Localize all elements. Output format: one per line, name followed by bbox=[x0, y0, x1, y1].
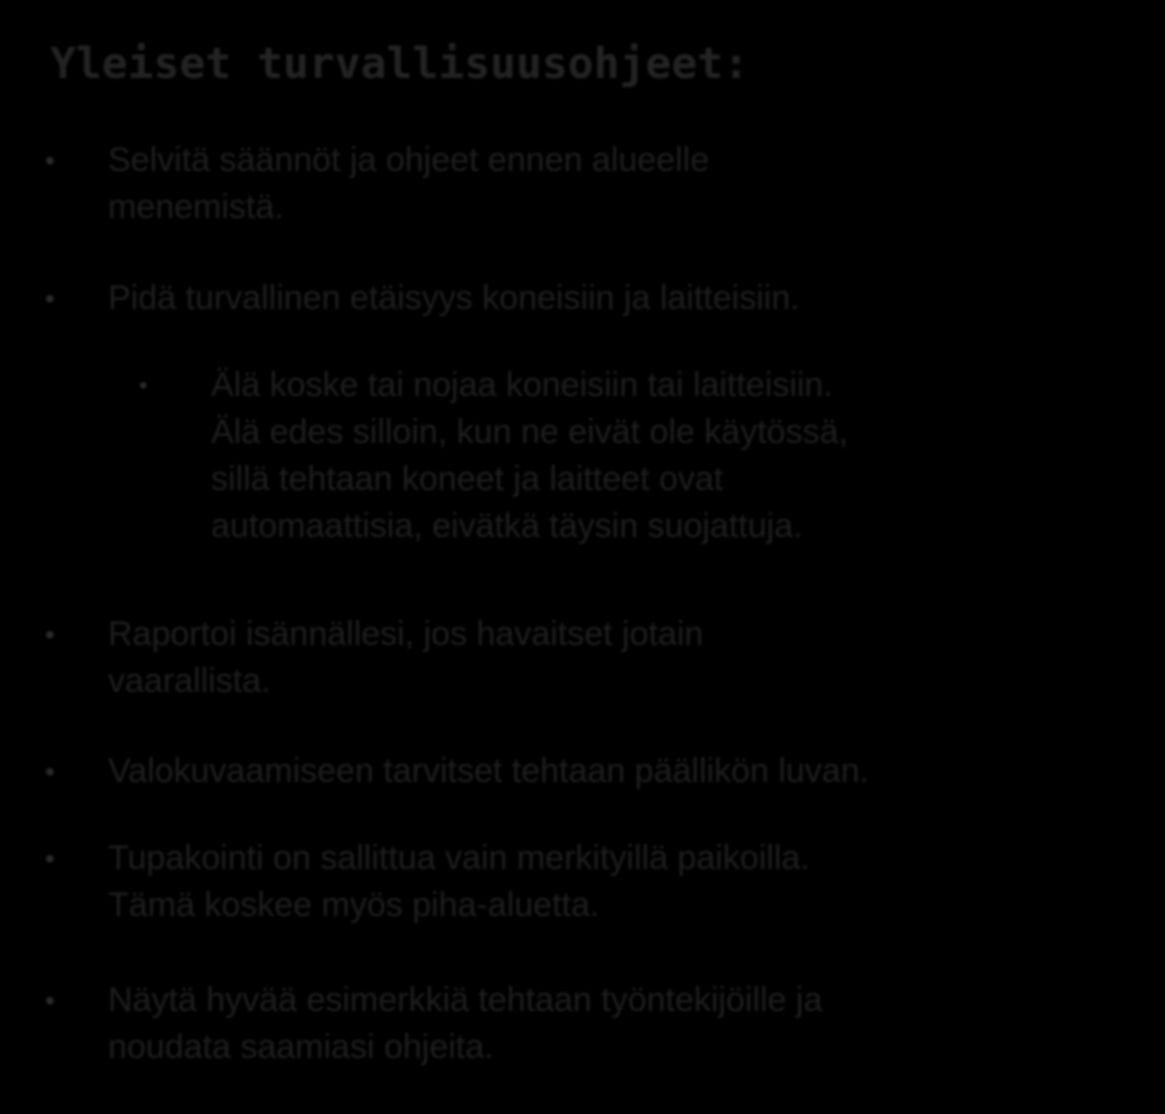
bullet-icon: • bbox=[45, 756, 55, 787]
list-item-line: Raportoi isännällesi, jos havaitset jotain bbox=[108, 615, 704, 653]
list-item-line: Älä koske tai nojaa koneisiin tai laitteisiin. bbox=[211, 366, 833, 404]
list-item bbox=[45, 611, 704, 705]
list-item bbox=[45, 977, 823, 1071]
sub-list-item bbox=[139, 362, 848, 550]
list-item-line: sillä tehtaan koneet ja laitteet ovat bbox=[211, 460, 724, 498]
list-item-line: Valokuvaamiseen tarvitset tehtaan päällikön luvan. bbox=[108, 752, 870, 790]
list-item bbox=[45, 275, 800, 322]
list-item-line: noudata saamiasi ohjeita. bbox=[108, 1028, 494, 1066]
bullet-icon: • bbox=[45, 619, 55, 650]
list-item-line: Älä edes silloin, kun ne eivät ole käytössä, bbox=[211, 413, 848, 451]
bullet-icon: • bbox=[139, 372, 148, 399]
list-item bbox=[45, 137, 710, 231]
list-item-line: Tämä koskee myös piha-aluetta. bbox=[108, 886, 600, 924]
list-item bbox=[45, 835, 810, 929]
bullet-icon: • bbox=[45, 843, 55, 874]
bullet-icon: • bbox=[45, 985, 55, 1016]
list-item-line: vaarallista. bbox=[108, 662, 271, 700]
list-item bbox=[45, 748, 870, 795]
slide-title: Yleiset turvallisuusohjeet: bbox=[50, 39, 749, 89]
list-item-line: menemistä. bbox=[108, 188, 284, 226]
list-item-line: Tupakointi on sallittua vain merkityillä paikoilla. bbox=[108, 839, 810, 877]
list-item-line: Selvitä säännöt ja ohjeet ennen alueelle bbox=[108, 141, 710, 179]
bullet-icon: • bbox=[45, 283, 55, 314]
list-item-line: Pidä turvallinen etäisyys koneisiin ja laitteisiin. bbox=[108, 279, 800, 317]
list-item-line: automaattisia, eivätkä täysin suojattuja. bbox=[211, 507, 803, 545]
bullet-icon: • bbox=[45, 145, 55, 176]
list-item-line: Näytä hyvää esimerkkiä tehtaan työntekijöille ja bbox=[108, 981, 823, 1019]
